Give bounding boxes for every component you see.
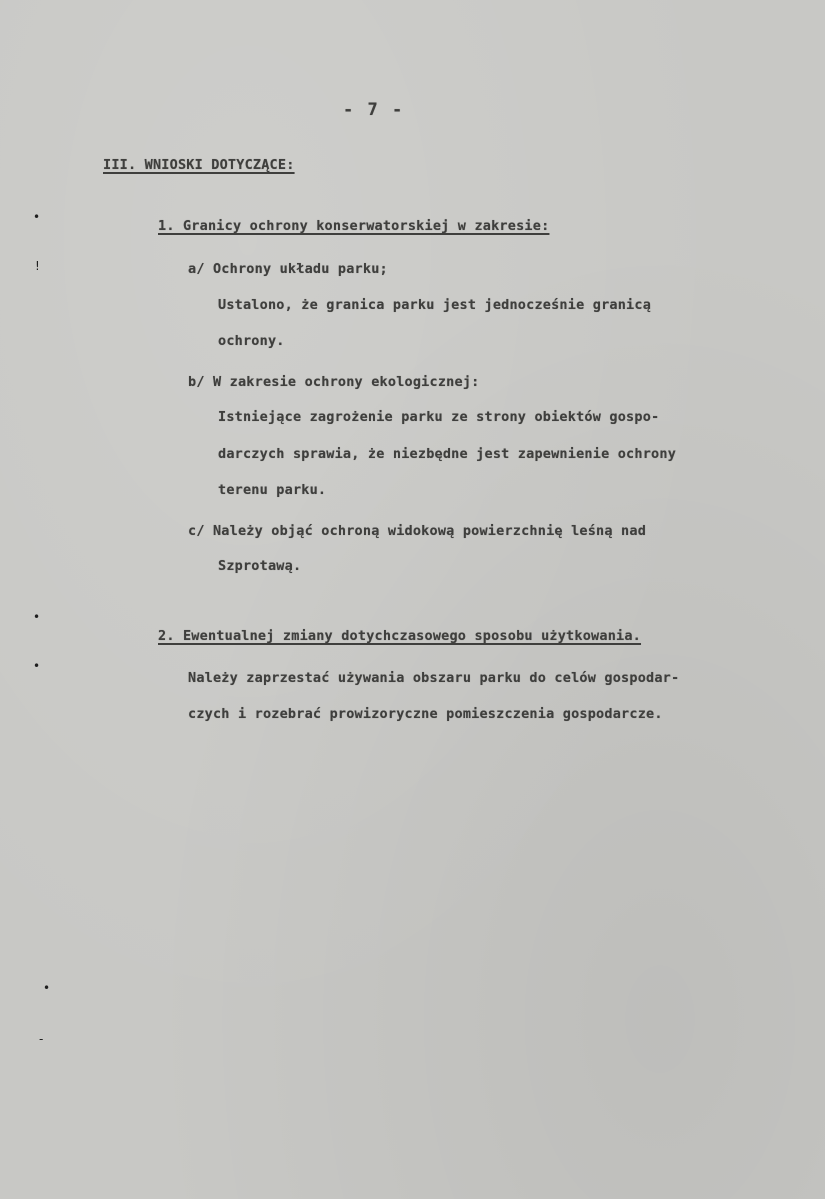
item2-title: 2. Ewentualnej zmiany dotychczasowego sposobu użytkowania. — [158, 628, 642, 644]
item1-b-text-line2: darczych sprawia, że niezbędne jest zapewnienie ochrony — [218, 446, 677, 462]
item1-a-text-line2: ochrony. — [218, 333, 285, 349]
margin-mark: - — [39, 1032, 44, 1046]
page-number: - 7 - — [343, 100, 405, 120]
item1-c-line1: c/ Należy objąć ochroną widokową powierzchnię leśną nad — [188, 523, 647, 539]
margin-mark: ! — [35, 259, 40, 273]
item1-c-line2: Szprotawą. — [218, 558, 302, 574]
margin-mark: • — [43, 981, 51, 995]
item1-title: 1. Granicy ochrony konserwatorskiej w zakresie: — [158, 218, 550, 234]
item1-b-label: b/ W zakresie ochrony ekologicznej: — [188, 374, 480, 390]
section-heading: III. WNIOSKI DOTYCZĄCE: — [103, 157, 295, 173]
item2-line2: czych i rozebrać prowizoryczne pomieszczenia gospodarcze. — [188, 706, 663, 722]
item1-b-text-line3: terenu parku. — [218, 482, 327, 498]
item1-a-text-line1: Ustalono, że granica parku jest jednocześnie granicą — [218, 297, 652, 313]
item2-line1: Należy zaprzestać używania obszaru parku do celów gospodar- — [188, 670, 680, 686]
item1-a-label: a/ Ochrony układu parku; — [188, 261, 388, 277]
item1-b-text-line1: Istniejące zagrożenie parku ze strony obiektów gospo- — [218, 409, 660, 425]
margin-mark: • — [33, 659, 41, 673]
margin-mark: • — [33, 210, 41, 224]
margin-mark: • — [33, 610, 41, 624]
